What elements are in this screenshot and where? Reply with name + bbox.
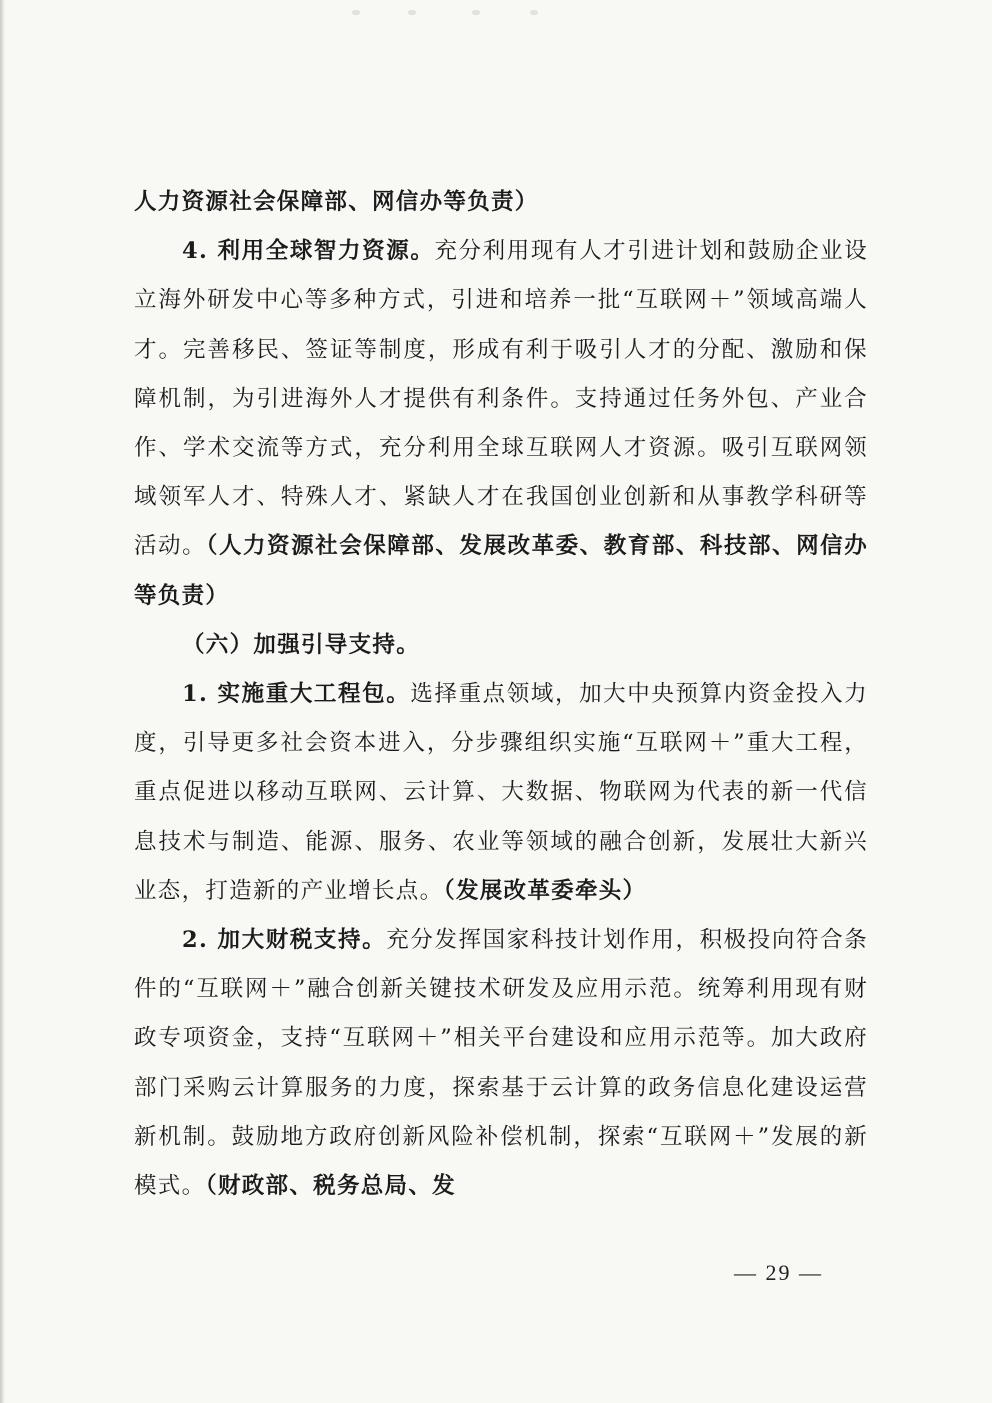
- binding-mark: [530, 10, 538, 15]
- paragraph-continuation: [134, 178, 868, 227]
- binding-mark: [472, 10, 480, 15]
- item-body: 充分利用现有人才引进计划和鼓励企业设立海外研发中心等多种方式，引进和培养一批“互联网＋”领域高端人才。完善移民、签证等制度，形成有利于吸引人才的分配、激励和保障机制，为引进海外人才提供有利条件。支持通过任务外包、产业合作、学术交流等方式，充分利用全球互联网人才资源。吸引互联网领域领军人才、特殊人才、紧缺人才在我国创业创新和从事教学科研等活动。: [134, 238, 868, 560]
- body-text: [134, 178, 868, 1211]
- item-heading: 4. 利用全球智力资源。: [182, 238, 435, 265]
- responsible-departments: 人力资源社会保障部、网信办等负责）: [134, 189, 539, 215]
- item-body: 充分发挥国家科技计划作用，积极投向符合条件的“互联网＋”融合创新关键技术研发及应用示范。统筹利用现有财政专项资金，支持“互联网＋”相关平台建设和应用示范等。加大政府部门采购云计算服务的力度，探索基于云计算的政务信息化建设运营新机制。鼓励地方政府创新风险补偿机制，探索“互联网＋”发展的新模式。: [134, 927, 868, 1200]
- item-heading: 2. 加大财税支持。: [182, 927, 387, 954]
- paragraph-global-talent: [134, 227, 868, 621]
- section-title: （六）加强引导支持。: [182, 631, 421, 658]
- responsible-departments: （人力资源社会保障部、发展改革委、教育部、科技部、网信办等负责）: [134, 533, 869, 609]
- paragraph-major-projects: [134, 670, 868, 916]
- binding-mark: [408, 10, 416, 15]
- paragraph-fiscal-support: [134, 916, 868, 1211]
- responsible-departments: （财政部、税务总局、发: [205, 1173, 456, 1200]
- responsible-departments: （发展改革委牵头）: [443, 877, 647, 904]
- section-heading: [134, 621, 868, 670]
- binding-mark: [352, 10, 360, 15]
- item-body: 选择重点领域，加大中央预算内资金投入力度，引导更多社会资本进入，分步骤组织实施“互联网＋”重大工程，重点促进以移动互联网、云计算、大数据、物联网为代表的新一代信息技术与制造、能源、服务、农业等领域的融合创新，发展壮大新兴业态，打造新的产业增长点。: [134, 681, 869, 904]
- page-number: — 29 —: [734, 1260, 823, 1285]
- item-heading: 1. 实施重大工程包。: [182, 681, 411, 708]
- scan-edge-shadow: [0, 0, 5, 1403]
